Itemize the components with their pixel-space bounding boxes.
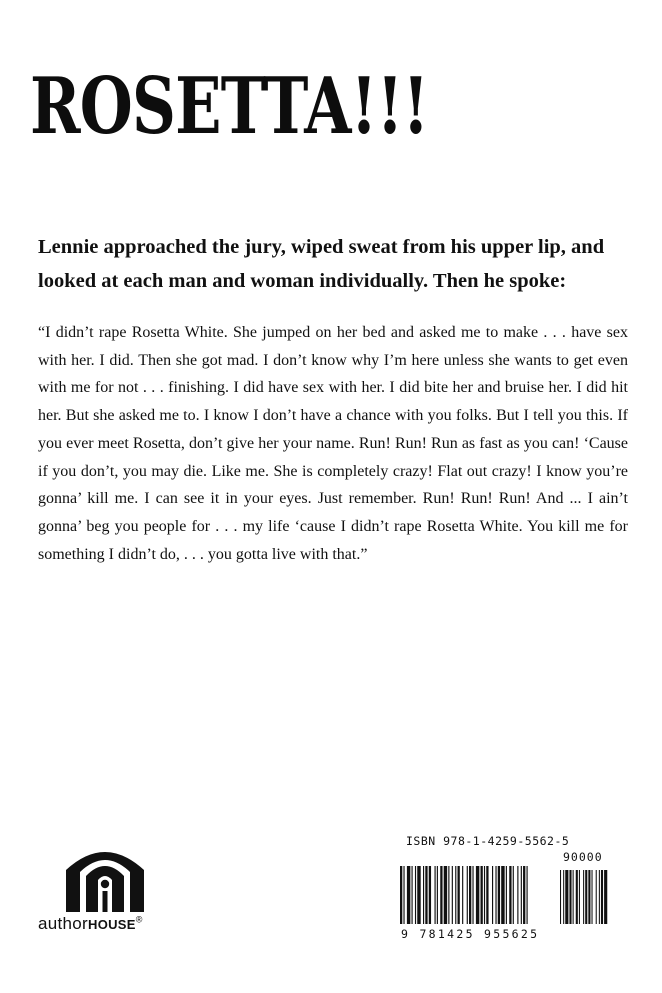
house-arch-logo-icon (64, 838, 146, 914)
barcode-bar (425, 866, 427, 924)
barcode-bar (400, 866, 402, 924)
barcode-addon-bar (573, 870, 574, 924)
barcode-addon-bar (592, 870, 593, 924)
barcode-bar (484, 866, 485, 924)
barcode-addon-bar (560, 870, 561, 924)
barcode-bar (415, 866, 416, 924)
ean-digits: 9 781425 955625 (401, 927, 540, 941)
barcode-bar (481, 866, 483, 924)
barcode-bar (521, 866, 522, 924)
barcode-addon-bar (583, 870, 584, 924)
barcode-bar (429, 866, 431, 924)
registered-mark: ® (135, 914, 143, 925)
barcode-bar (523, 866, 525, 924)
barcode-bar (501, 866, 504, 924)
lede-paragraph: Lennie approached the jury, wiped sweat from his upper lip, and looked at each man and woman individually. Then he spoke: (38, 236, 605, 292)
barcode-bar (423, 866, 424, 924)
publisher-name-lower: author (38, 914, 89, 933)
barcode-bar (509, 866, 511, 924)
barcode-bars (398, 866, 624, 926)
barcode-addon-bar (579, 870, 580, 924)
barcode-addon-bar (576, 870, 578, 924)
publisher-name-upper: HOUSE (88, 917, 136, 932)
barcode-bar (506, 866, 507, 924)
quote-paragraph: “I didn’t rape Rosetta White. She jumped on her bed and asked me to make . . . have sex with her. I did. Then she got mad. I don’t know why I’m here unless she wants to get even with me for not . . . finishing. I did have sex with her. I did bite her and bruise her. I did hit her. But she asked me to. I know I don’t have a chance with you folks. But I tell you this. If you ever meet Rosetta, don’t give her your name. Run! Run! Run as fast as you can! ‘Cause if you don’t, you may die. Like me. She is completely crazy! Flat out crazy! I know you’re gonna’ kill me. I can see it in your eyes. Just remember. Run! Run! Run! And ... I ain’t gonna’ beg you people for . . . my life ‘cause I didn’t rape Rosetta White. You kill me for something I didn’t do, . . . you gotta live with that.” (38, 324, 628, 563)
barcode-bar (412, 866, 413, 924)
barcode-bar (448, 866, 449, 924)
publisher-name (38, 914, 143, 934)
barcode-addon-bar (563, 870, 564, 924)
barcode-bar (417, 866, 420, 924)
barcode-bar (440, 866, 442, 924)
isbn-label: ISBN 978-1-4259-5562-5 (406, 834, 570, 848)
barcode-bar (435, 866, 436, 924)
barcode-bar (472, 866, 473, 924)
barcode-bar (437, 866, 438, 924)
barcode-bar (458, 866, 460, 924)
barcode-bar (498, 866, 500, 924)
barcode-bar (403, 866, 404, 924)
barcode-bar (476, 866, 479, 924)
isbn-barcode (398, 834, 624, 944)
barcode-bar (407, 866, 410, 924)
barcode-addon-bar (601, 870, 603, 924)
barcode-addon-bar (585, 870, 587, 924)
barcode-bar (513, 866, 514, 924)
barcode-bar (486, 866, 488, 924)
barcode-addon-bar (599, 870, 600, 924)
barcode-bar (495, 866, 496, 924)
barcode-addon-bar (596, 870, 597, 924)
publisher-logo-block (38, 838, 188, 938)
barcode-addon-bar (604, 870, 607, 924)
barcode-bar (527, 866, 528, 924)
barcode-bar (517, 866, 518, 924)
book-title: ROSETTA!!! (30, 61, 429, 152)
barcode-bar (452, 866, 453, 924)
barcode-addon-bar (569, 870, 571, 924)
barcode-bar (444, 866, 447, 924)
barcode-bar (455, 866, 456, 924)
barcode-addon-bar (565, 870, 568, 924)
barcode-bar (469, 866, 471, 924)
barcode-bar (492, 866, 493, 924)
barcode-bar (462, 866, 463, 924)
barcode-bar (467, 866, 468, 924)
barcode-addon-bar (588, 870, 590, 924)
price-code: 90000 (563, 850, 603, 864)
